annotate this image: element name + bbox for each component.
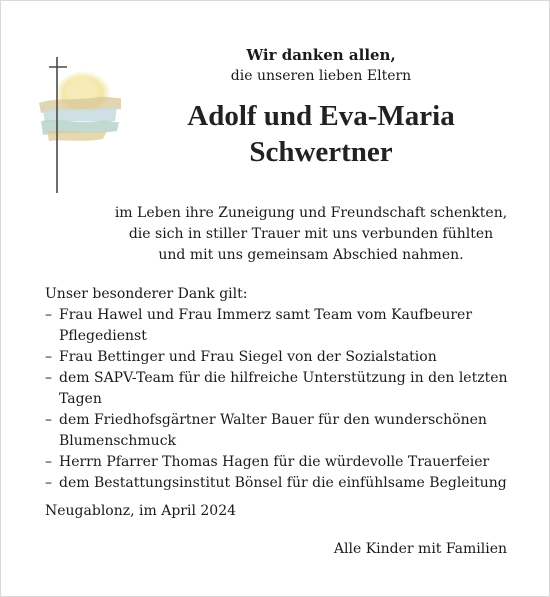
thanks-subheading: die unseren lieben Eltern [230,68,412,84]
place-date: Neugablonz, im April 2024 [45,503,237,519]
list-item: – dem Bestattungsinstitut Bönsel für die einfühlsame Begleitung [45,475,507,491]
list-item: – Herrn Pfarrer Thomas Hagen für die würdevolle Trauerfeier [45,454,490,470]
header [121,45,521,170]
list-item: – dem Friedhofsgärtner Walter Bauer für den wunderschönen Blumenschmuck [45,412,487,449]
signature: Alle Kinder mit Familien [333,541,507,557]
list-heading: Unser besonderer Dank gilt: [45,286,248,302]
list-item: – dem SAPV-Team für die hilfreiche Unterstützung in den letzten Tagen [45,370,508,407]
deceased-surname: Schwertner [249,136,393,168]
reason-line: und mit uns gemeinsam Abschied nahmen. [158,247,464,263]
deceased-names: Adolf und Eva-Maria [187,100,455,132]
list-item: – Frau Bettinger und Frau Siegel von der Sozialstation [45,349,437,365]
reason-line: die sich in stiller Trauer mit uns verbunden fühlten [128,226,494,242]
cross-landscape-icon [37,51,121,197]
thanks-list [45,284,525,494]
reason-line: im Leben ihre Zuneigung und Freundschaft schenkten, [114,205,508,221]
thanks-heading: Wir danken allen, [246,46,396,64]
reason-text [91,203,531,266]
list-item: – Frau Hawel und Frau Immerz samt Team vom Kaufbeurer Pflegedienst [45,307,473,344]
